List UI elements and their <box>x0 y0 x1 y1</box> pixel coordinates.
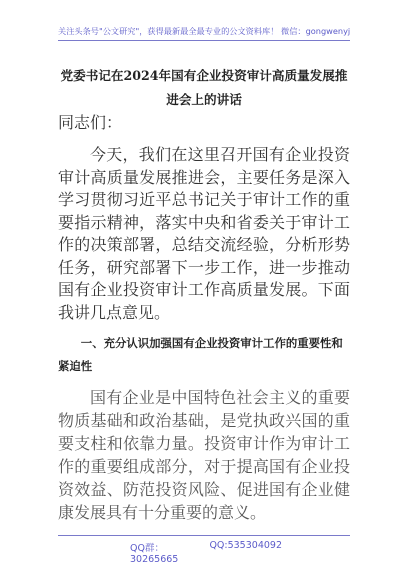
document-title: 党委书记在2024年国有企业投资审计高质量发展推进会上的讲话 <box>60 68 348 107</box>
section-1-heading: 一、充分认识加强国有企业投资审计工作的重要性和紧迫性 <box>58 336 343 373</box>
intro-paragraph: 今天，我们在这里召开国有企业投资审计高质量发展推进会，主要任务是深入学习贯彻习近平总书记关于审计工作的重要指示精神，落实中央和省委关于审计工作的决策部署，总结交流经验，分析形势任务，研究部署下一步工作，进一步推动国有企业投资审计工作高质量发展。下面我讲几点意见。 <box>58 145 350 322</box>
footer-qq: QQ:535304092 <box>209 540 282 551</box>
footer-qq-group: QQ群：30265665 <box>130 543 179 565</box>
footer-contact <box>58 535 350 565</box>
salutation: 同志们： <box>58 113 123 132</box>
header-banner: 关注头条号"公文研究"，获得最新最全最专业的公文资料库！ 微信：gongwenyj <box>58 26 350 41</box>
document-body <box>58 112 350 530</box>
section-1-paragraph: 国有企业是中国特色社会主义的重要物质基础和政治基础，是党执政兴国的重要支柱和依靠力量。投资审计作为审计工作的重要组成部分，对于提高国有企业投资效益、防范投资风险、促进国有企业健康发展具有十分重要的意义。 <box>58 388 350 522</box>
